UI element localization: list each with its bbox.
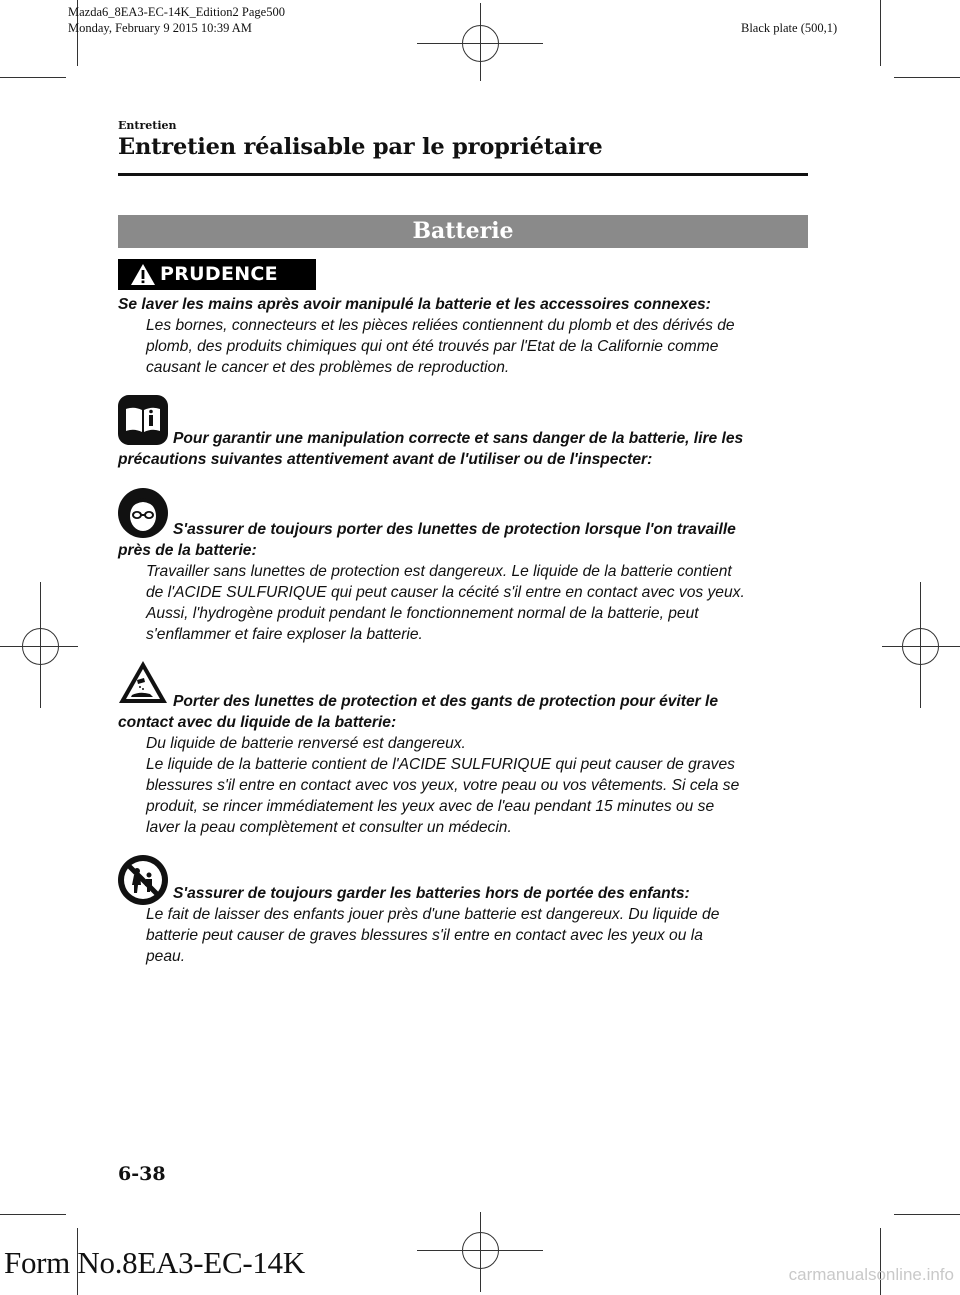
notice-body-line: laver la peau complètement et consulter un médecin.: [146, 819, 512, 836]
chapter-title: Entretien réalisable par le propriétaire: [118, 134, 603, 160]
notice-heading-line: Pour garantir une manipulation correcte et sans danger de la batterie, lire les: [173, 430, 744, 447]
warning-triangle-icon: [130, 263, 156, 286]
prudence-label-text: PRUDENCE: [160, 263, 278, 285]
prudence-body-line: Les bornes, connecteurs et les pièces reliées contiennent du plomb et des dérivés de: [146, 317, 735, 334]
notice-heading-line: S'assurer de toujours garder les batteries hors de portée des enfants:: [173, 885, 690, 902]
safety-goggles-icon: [118, 488, 168, 542]
notice-body-line: Du liquide de batterie renversé est dangereux.: [146, 735, 466, 752]
section-label: Entretien: [118, 119, 177, 132]
notice-body-line: batterie peut causer de graves blessures s'il entre en contact avec les yeux ou la: [146, 927, 703, 944]
notice-body-line: peau.: [146, 948, 186, 965]
notice-heading-line: contact avec du liquide de la batterie:: [118, 714, 397, 731]
notice-body-line: Le fait de laisser des enfants jouer près d'une batterie est dangereux. Du liquide de: [146, 906, 720, 923]
section-banner: Batterie: [118, 215, 808, 248]
notice-body-line: blessures s'il entre en contact avec vos yeux, votre peau ou vos vêtements. Si cela se: [146, 777, 740, 794]
no-children-icon: [118, 855, 168, 909]
prudence-heading: Se laver les mains après avoir manipulé la batterie et les accessoires connexes:: [118, 296, 711, 313]
prudence-body-line: plomb, des produits chimiques qui ont été trouvés par l'Etat de la Californie comme: [146, 338, 719, 355]
slug-timestamp: Monday, February 9 2015 10:39 AM: [68, 21, 252, 35]
slug-file-name: Mazda6_8EA3-EC-14K_Edition2 Page500: [68, 5, 285, 19]
title-rule: [118, 173, 808, 176]
manual-book-icon: [118, 395, 168, 449]
notice-body-line: Le liquide de la batterie contient de l'ACIDE SULFURIQUE qui peut causer de graves: [146, 756, 735, 773]
prudence-body-line: causant le cancer et des problèmes de reproduction.: [146, 359, 510, 376]
notice-body-line: Aussi, l'hydrogène produit pendant le fonctionnement normal de la batterie, peut: [146, 605, 699, 622]
notice-body-line: Travailler sans lunettes de protection est dangereux. Le liquide de la batterie contient: [146, 563, 732, 580]
page-number: 6-38: [118, 1163, 166, 1185]
notice-body-line: produit, se rincer immédiatement les yeux avec de l'eau pendant 15 minutes ou se: [146, 798, 715, 815]
prudence-label: [118, 259, 316, 290]
notice-heading-line: près de la batterie:: [118, 542, 257, 559]
form-number: Form No.8EA3-EC-14K: [4, 1245, 305, 1280]
notice-heading-line: Porter des lunettes de protection et des gants de protection pour éviter le: [173, 693, 719, 710]
notice-heading-line: S'assurer de toujours porter des lunettes de protection lorsque l'on travaille: [173, 521, 736, 538]
slug-plate: Black plate (500,1): [741, 21, 838, 35]
watermark[interactable]: carmanualsonline.info: [788, 1265, 954, 1284]
notice-body-line: de l'ACIDE SULFURIQUE qui peut causer la cécité s'il entre en contact avec vos yeux.: [146, 584, 745, 601]
notice-heading-line: précautions suivantes attentivement avant de l'utiliser ou de l'inspecter:: [118, 451, 653, 468]
notice-body-line: s'enflammer et faire exploser la batterie.: [146, 626, 423, 643]
corrosive-acid-icon: [118, 660, 168, 708]
